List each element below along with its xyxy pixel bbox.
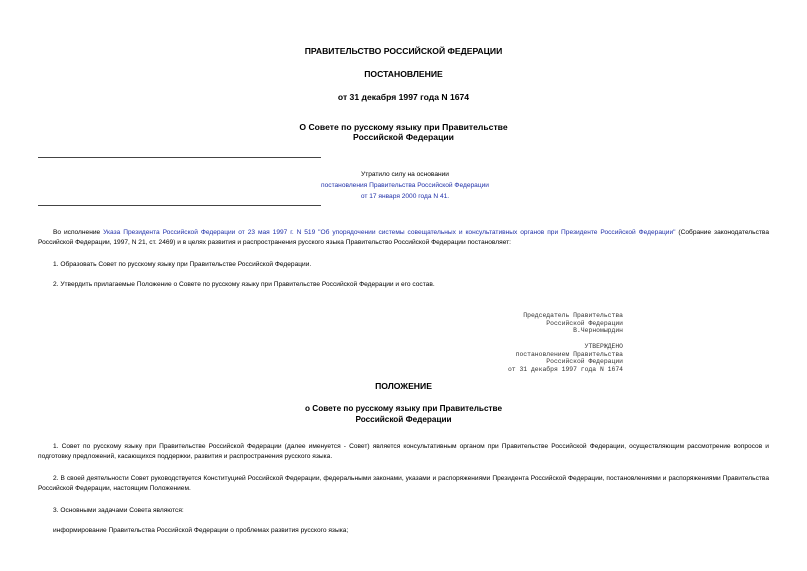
regulation-paragraph-2: 2. В своей деятельности Совет руководствуется Конституцией Российской Федерации, федеральными законами, указами и распоряжениями Президента Российской Федерации, постановлениями и распоряжениями Правительства Российской Федерации, настоящим Положением. bbox=[38, 475, 769, 492]
repeal-link-line1[interactable]: постановления Правительства Российской Федерации bbox=[321, 182, 489, 189]
decision-item-2: 2. Утвердить прилагаемые Положение о Совете по русскому языку при Правительстве Российской Федерации и его состав. bbox=[53, 281, 435, 288]
approval-line2: постановлением Правительства bbox=[515, 350, 623, 358]
approval-label: УТВЕРЖДЕНО bbox=[584, 343, 623, 350]
preamble-paragraph bbox=[38, 228, 769, 248]
document-date-number: от 31 декабря 1997 года N 1674 bbox=[337, 92, 470, 102]
decree-link[interactable]: Указа Президента Российской Федерации от 23 мая 1997 г. N 519 "Об упорядочении системы совещательных и консультативных органов при Президенте Российской Федерации" bbox=[103, 229, 676, 236]
document-type: ПОСТАНОВЛЕНИЕ bbox=[364, 69, 443, 79]
preamble-prefix: Во исполнение bbox=[53, 229, 104, 236]
bottom-divider bbox=[38, 205, 321, 206]
regulation-title-line2: Российской Федерации bbox=[355, 415, 452, 424]
document-title-line1: О Совете по русскому языку при Правительстве bbox=[299, 122, 508, 132]
approval-block bbox=[423, 343, 623, 373]
government-name: ПРАВИТЕЛЬСТВО РОССИЙСКОЙ ФЕДЕРАЦИИ bbox=[304, 46, 503, 56]
regulation-title-line1: о Совете по русскому языку при Правительстве bbox=[305, 404, 502, 413]
regulation-paragraph-1: 1. Совет по русскому языку при Правительстве Российской Федерации (далее именуется - Совет) является консультативным органом при Правительстве Российской Федерации, осуществляющим рассмотрение вопросов и подготовку предложений, касающихся поддержки, развития и распространения русского языка. bbox=[38, 443, 769, 460]
signature-title: Председатель Правительства bbox=[523, 312, 623, 319]
approval-line3: Российской Федерации bbox=[546, 358, 623, 366]
document-title-line2: Российской Федерации bbox=[353, 132, 454, 142]
regulation-paragraph-3: 3. Основными задачами Совета являются: bbox=[53, 507, 184, 514]
regulation-paragraph-4: информирование Правительства Российской Федерации о проблемах развития русского языка; bbox=[53, 527, 349, 534]
validity-note-text: Утратило силу на основании bbox=[361, 171, 449, 178]
regulation-heading: ПОЛОЖЕНИЕ bbox=[375, 381, 432, 391]
approval-line4: от 31 декабря 1997 года N 1674 bbox=[507, 365, 623, 373]
top-divider bbox=[38, 157, 321, 158]
signature-block bbox=[423, 312, 623, 335]
repeal-link-line2[interactable]: от 17 января 2000 года N 41. bbox=[360, 193, 450, 200]
signature-org: Российской Федерации bbox=[546, 319, 623, 327]
decision-item-1: 1. Образовать Совет по русскому языку при Правительстве Российской Федерации. bbox=[53, 261, 312, 268]
signature-name: В.Черномырдин bbox=[573, 327, 623, 335]
preamble-suffix: (Собрание законодательства Российской Федерации, 1997, N 21, ст. 2469) и в целях развития и распространения русского языка Правительство Российской Федерации постановляет: bbox=[38, 229, 769, 246]
